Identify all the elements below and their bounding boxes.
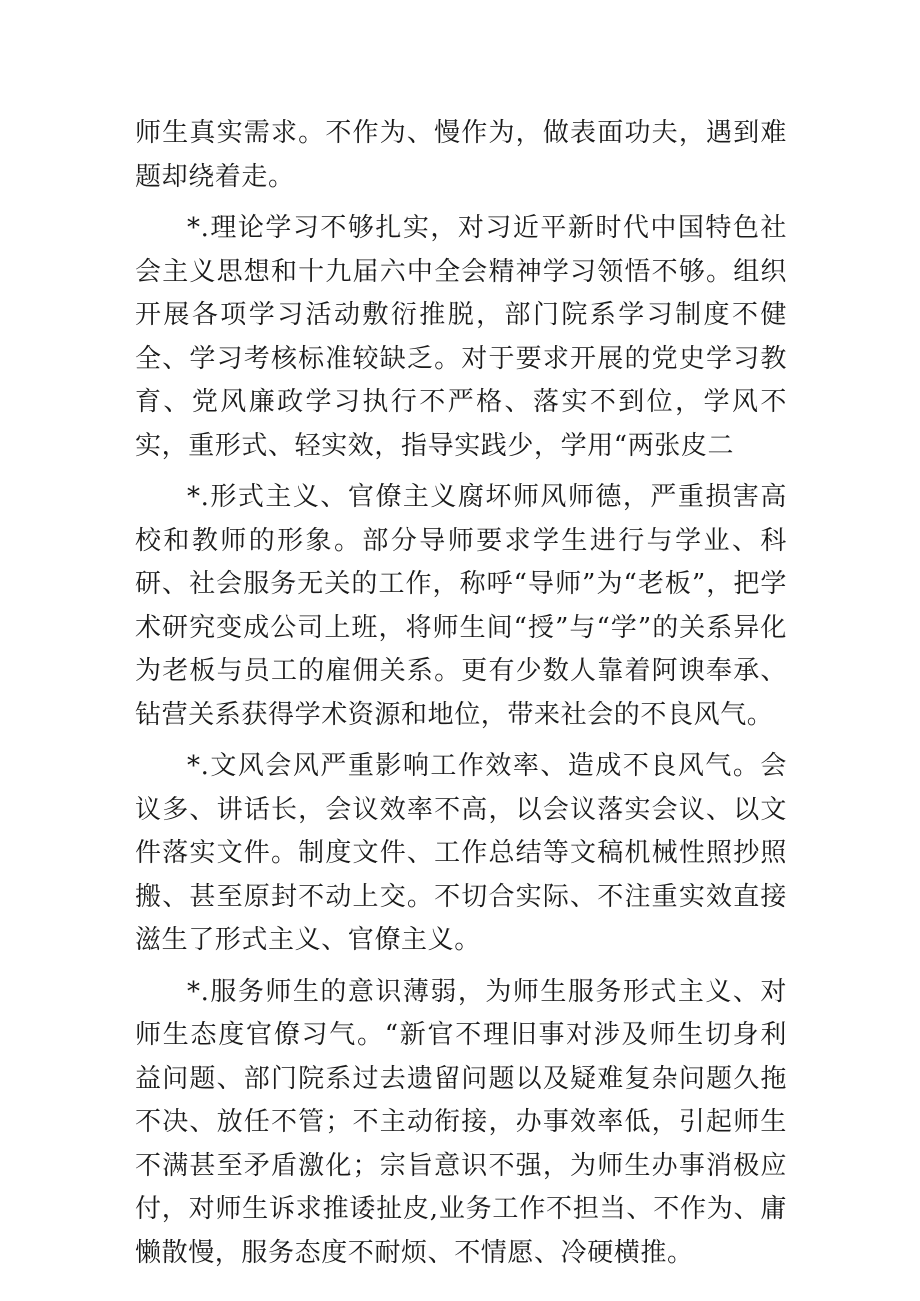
paragraph-meeting-style: *.文风会风严重影响工作效率、造成不良风气。会议多、讲话长，会议效率不高，以会议落实会议、以文件落实文件。制度文件、工作总结等文稿机械性照抄照搬、甚至原封不动上交。不切合实际、不注重实效直接滋生了形式主义、官僚主义。 bbox=[135, 751, 787, 955]
paragraph-service-awareness: *.服务师生的意识薄弱，为师生服务形式主义、对师生态度官僚习气。“新官不理旧事对涉及师生切身利益问题、部门院系过去遗留问题以及疑难复杂问题久拖不决、放任不管；不主动衔接，办事效率低，引起师生不满甚至矛盾激化；宗旨意识不强，为师生办事消极应付，对师生诉求推诿扯皮,业务工作不担当、不作为、庸懒散慢，服务态度不耐烦、不情愿、冷硬横推。 bbox=[135, 976, 787, 1268]
paragraph-theory-study: *.理论学习不够扎实，对习近平新时代中国特色社会主义思想和十九届六中全会精神学习领悟不够。组织开展各项学习活动敷衍推脱，部门院系学习制度不健全、学习考核标准较缺乏。对于要求开展的党史学习教育、党风廉政学习执行不严格、落实不到位，学风不实，重形式、轻实效，指导实践少，学用“两张皮二 bbox=[135, 213, 787, 461]
document-body bbox=[135, 112, 787, 1283]
paragraph-continuation: 师生真实需求。不作为、慢作为，做表面功夫，遇到难题却绕着走。 bbox=[135, 118, 787, 192]
paragraph-teacher-ethics: *.形式主义、官僚主义腐坏师风师德，严重损害高校和教师的形象。部分导师要求学生进行与学业、科研、社会服务无关的工作，称呼“导师”为“老板”，把学术研究变成公司上班，将师生间“授”与“学”的关系异化为老板与员工的雇佣关系。更有少数人靠着阿谀奉承、钻营关系获得学术资源和地位，带来社会的不良风气。 bbox=[135, 482, 787, 730]
